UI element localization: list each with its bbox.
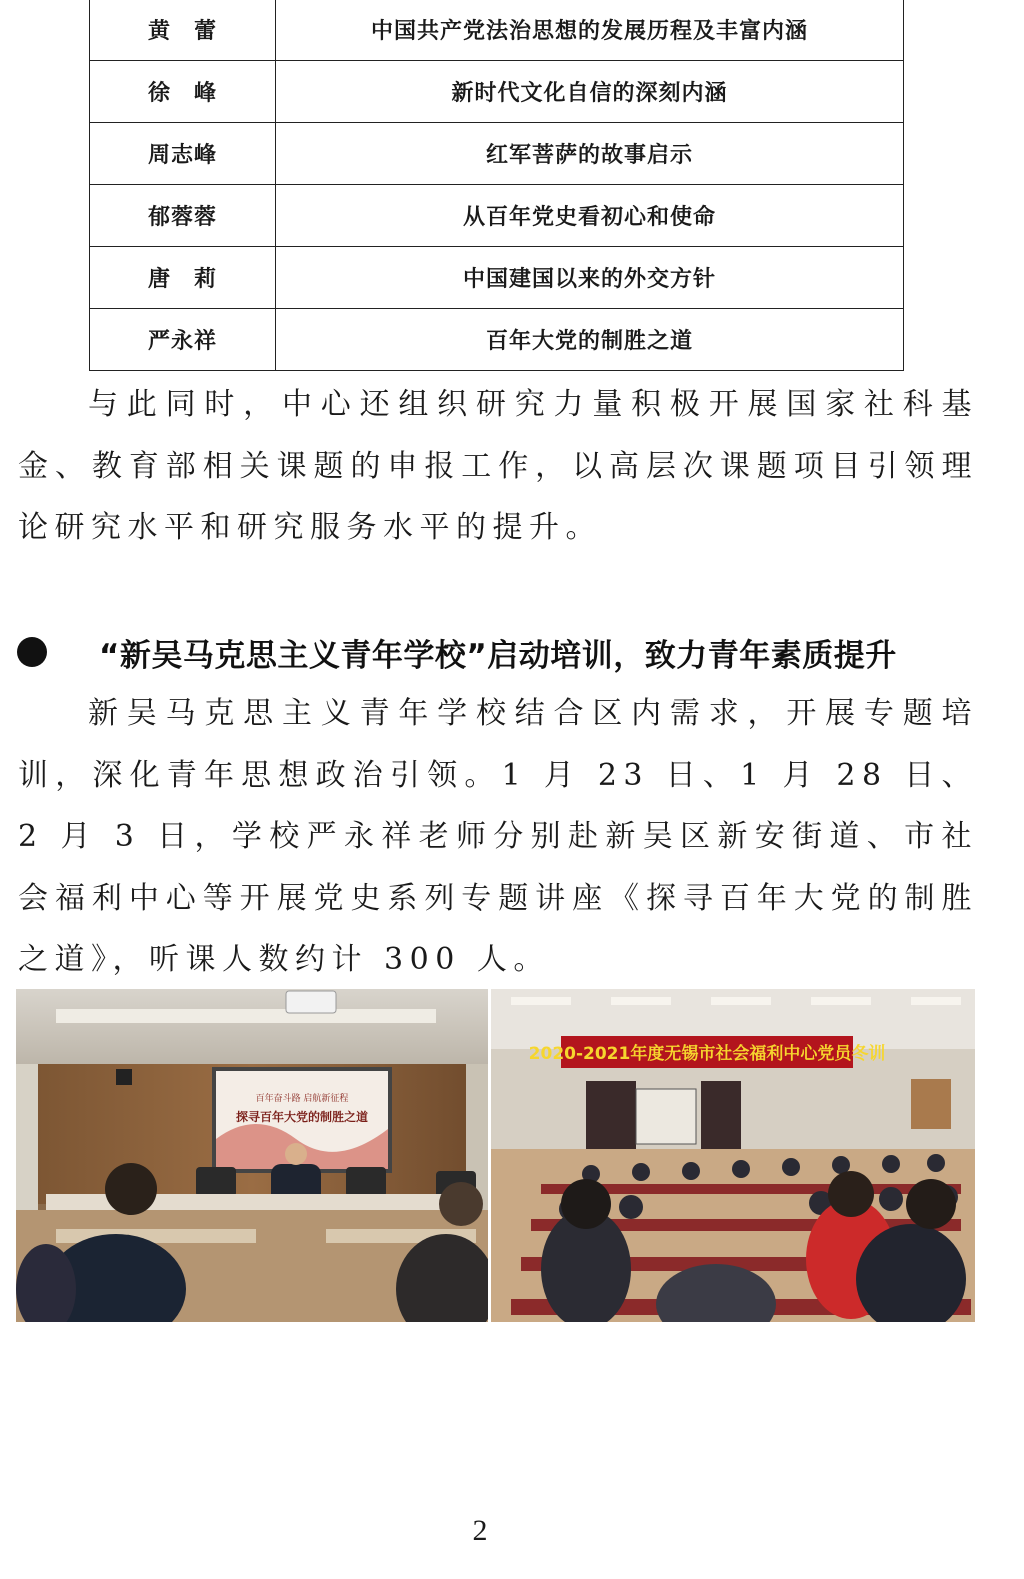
lecture-table [89,0,904,371]
banner-text: 2020-2021年度无锡市社会福利中心党员冬训 [528,1044,886,1064]
lecture-photo-left [16,989,488,1322]
section-heading-text: “新吴马克思主义青年学校”启动培训，致力青年素质提升 [99,637,897,674]
lecture-topic: 红军菩萨的故事启示 [276,123,904,185]
lecture-topic: 从百年党史看初心和使命 [276,185,904,247]
table-row [90,123,904,185]
table-row [90,247,904,309]
lecturer-name: 严永祥 [90,309,276,371]
lecturer-name: 黄 蕾 [90,0,276,61]
lecturer-name: 郁蓉蓉 [90,185,276,247]
lecture-topic: 新时代文化自信的深刻内涵 [276,61,904,123]
lecture-photo-right [491,989,975,1322]
section-heading [14,624,994,680]
page-number: 2 [472,1514,488,1547]
table-row [90,61,904,123]
bullet-icon [17,637,47,667]
lecturer-name: 唐 莉 [90,247,276,309]
svg-text:百年奋斗路 启航新征程: 百年奋斗路 启航新征程 [255,1094,349,1104]
lecture-topic: 中国共产党法治思想的发展历程及丰富内涵 [276,0,904,61]
slide-title: 探寻百年大党的制胜之道 [235,1110,369,1124]
lecturer-name: 周志峰 [90,123,276,185]
body-paragraph: 新吴马克思主义青年学校结合区内需求，开展专题培训，深化青年思想政治引领。1 月 23 日、1 月 28 日、2 月 3 日，学校严永祥老师分别赴新吴区新安街道、市社会福利中心等开展党史系列专题讲座《探寻百年大党的制胜之道》，听课人数约计 300 人。 [18,696,978,977]
lecture-topic: 百年大党的制胜之道 [276,309,904,371]
table-row [90,309,904,371]
lecturer-name: 徐 峰 [90,61,276,123]
table-row [90,185,904,247]
body-paragraph: 与此同时，中心还组织研究力量积极开展国家社科基金、教育部相关课题的申报工作，以高层次课题项目引领理论研究水平和研究服务水平的提升。 [18,387,978,545]
lecture-topic: 中国建国以来的外交方针 [276,247,904,309]
table-row [90,0,904,61]
